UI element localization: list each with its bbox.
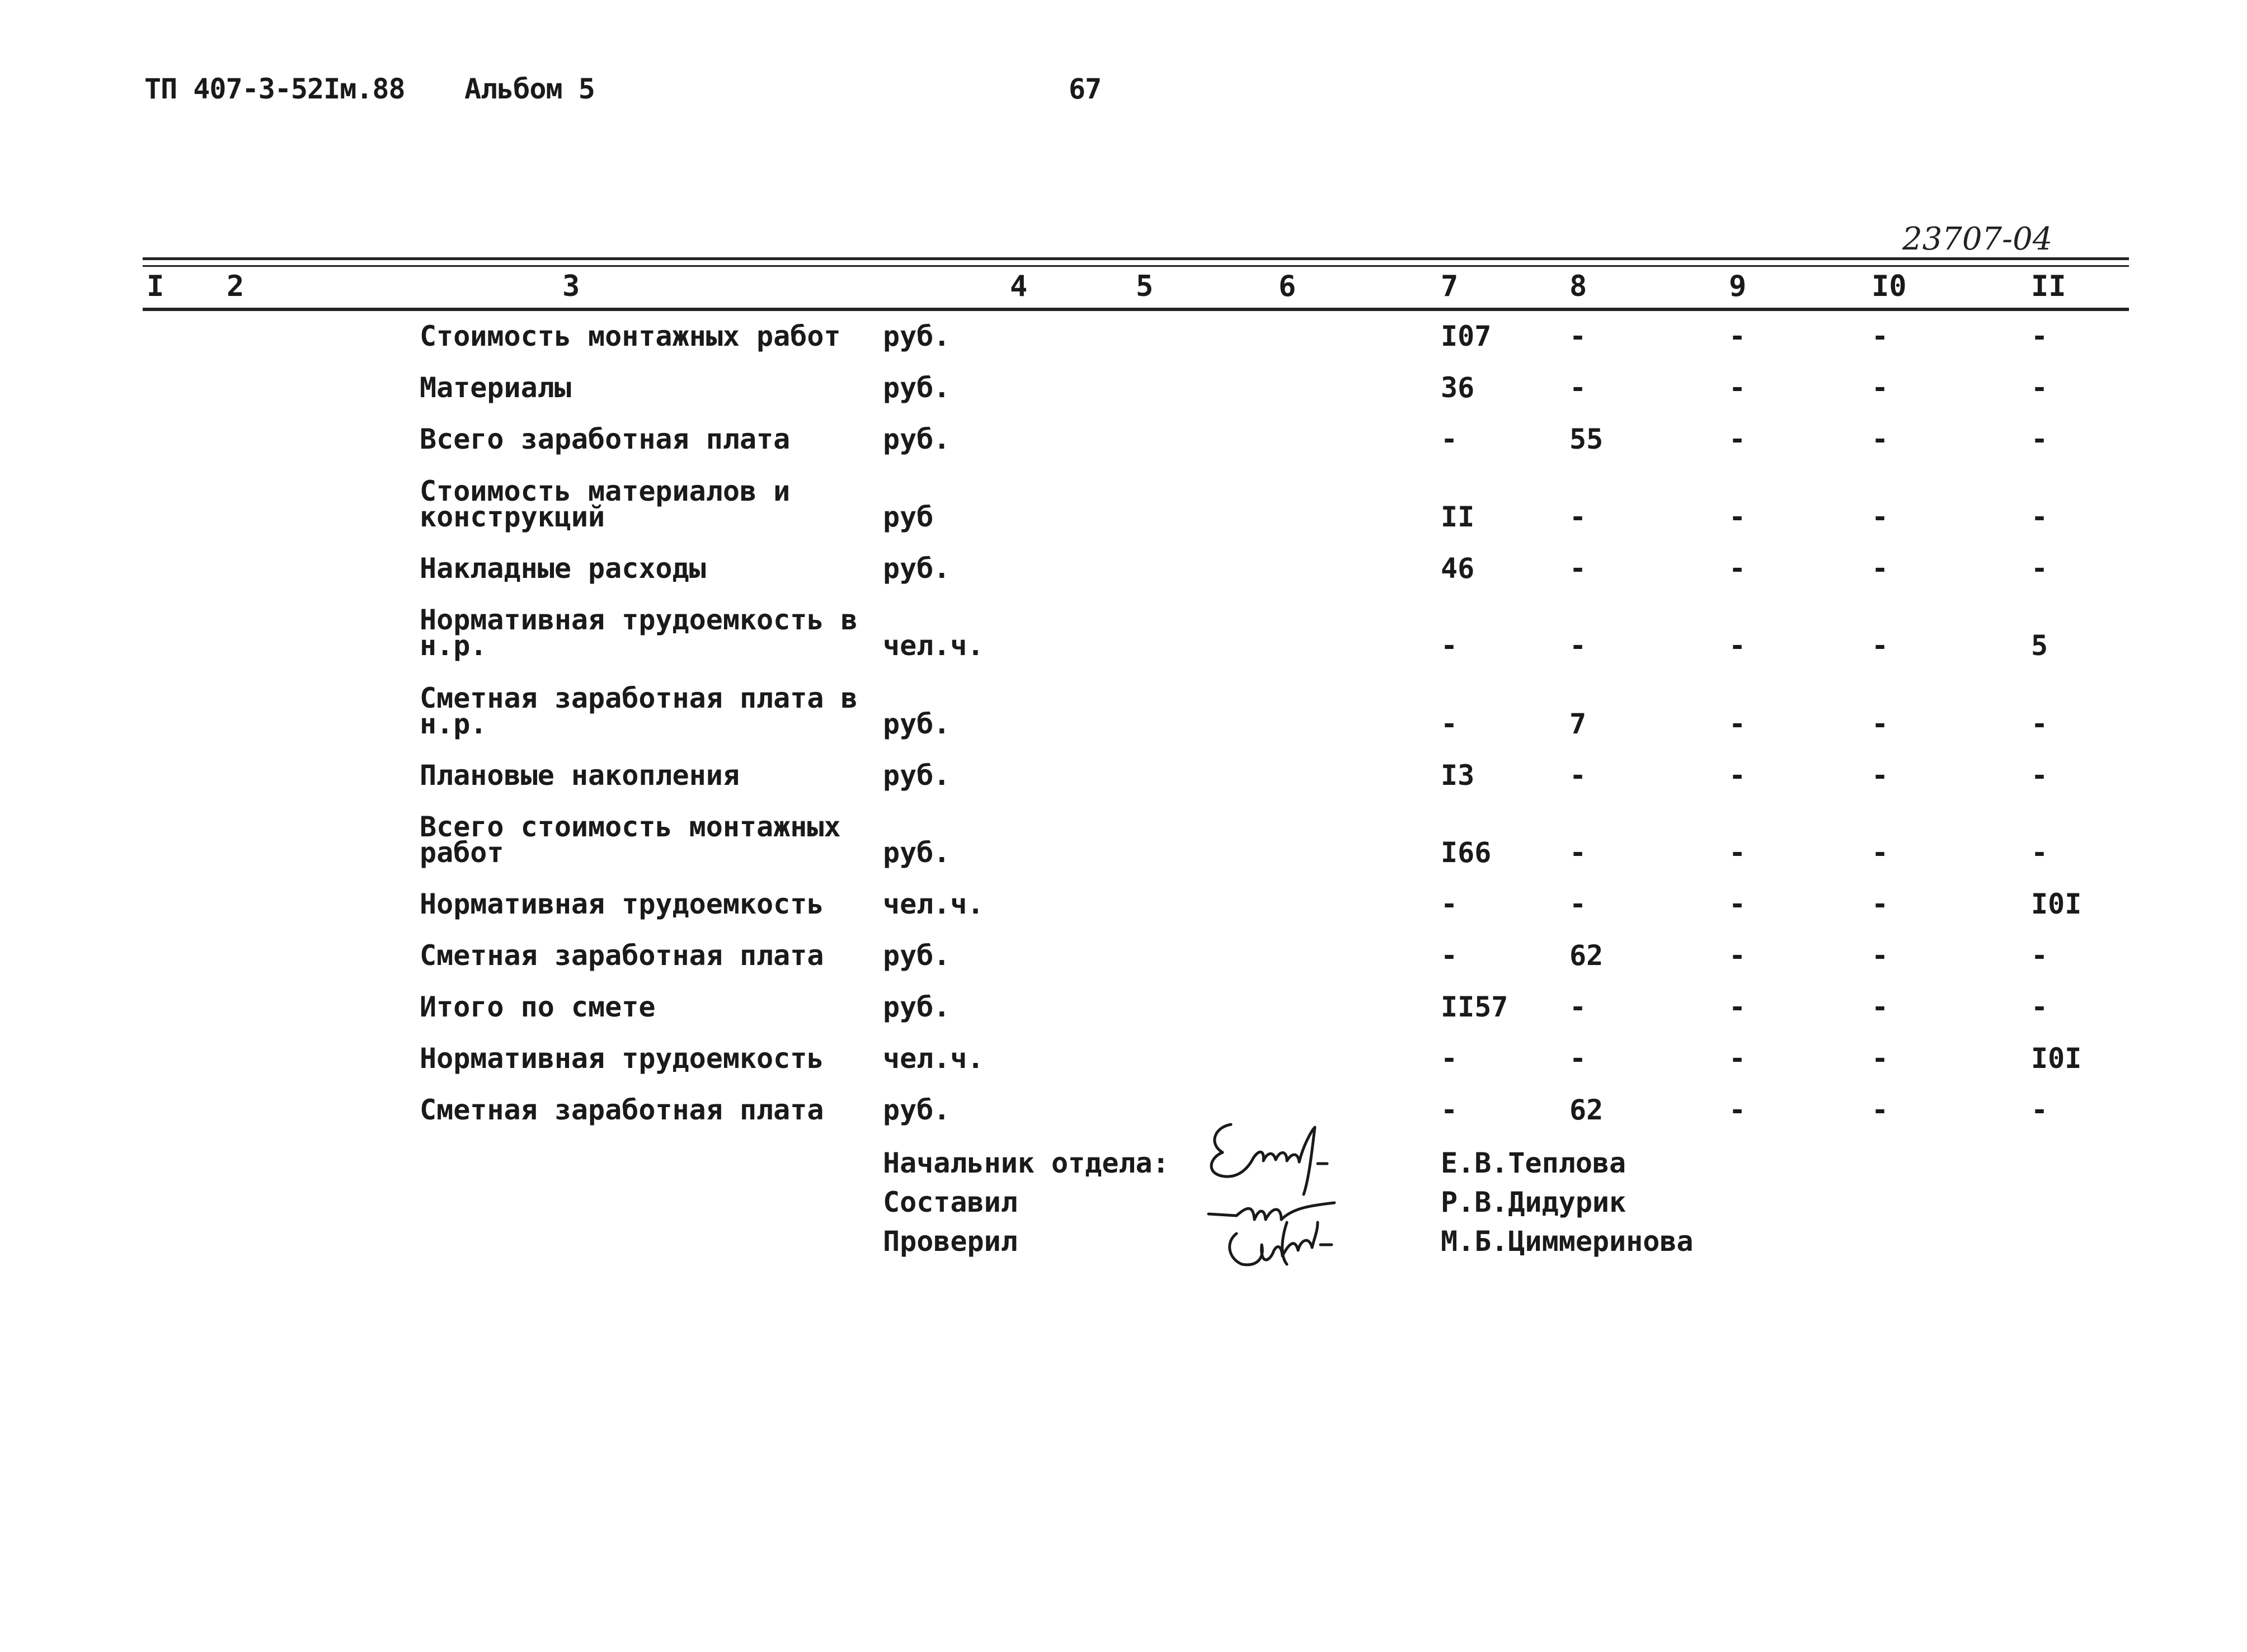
row-col8: 62 xyxy=(1569,1094,1604,1126)
row-col9: - xyxy=(1729,371,1746,404)
row-col9: - xyxy=(1729,1094,1746,1126)
table-header-rule xyxy=(143,308,2129,311)
row-col11: - xyxy=(2031,836,2048,869)
row-unit: чел.ч. xyxy=(883,629,984,662)
row-col11: - xyxy=(2031,939,2048,972)
row-col7: - xyxy=(1441,1094,1458,1126)
row-col10: - xyxy=(1872,371,1889,404)
row-col10: - xyxy=(1872,629,1889,662)
table-top-rule xyxy=(143,257,2129,260)
inventory-number: 23707-04 xyxy=(1902,221,2053,257)
row-col7: I66 xyxy=(1441,836,1492,869)
column-header-9: 9 xyxy=(1729,270,1747,303)
row-col8: 7 xyxy=(1569,708,1587,740)
row-col11: I0I xyxy=(2031,888,2082,920)
signature-role: Проверил xyxy=(883,1225,1018,1258)
row-name: Материалы xyxy=(420,371,571,404)
signature-name: Р.В.Дидурик xyxy=(1441,1186,1627,1218)
row-unit: руб. xyxy=(883,836,951,869)
row-col11: - xyxy=(2031,552,2048,585)
row-col8: - xyxy=(1569,552,1587,585)
row-col7: II57 xyxy=(1441,991,1508,1023)
row-col11: - xyxy=(2031,371,2048,404)
row-col11: - xyxy=(2031,320,2048,352)
row-col7: II xyxy=(1441,501,1475,533)
row-col11: I0I xyxy=(2031,1042,2082,1075)
row-col11: 5 xyxy=(2031,629,2048,662)
row-col9: - xyxy=(1729,552,1746,585)
row-col7: 36 xyxy=(1441,371,1475,404)
row-col9: - xyxy=(1729,629,1746,662)
signature-name: Е.В.Теплова xyxy=(1441,1147,1627,1179)
row-col8: - xyxy=(1569,320,1587,352)
row-col8: - xyxy=(1569,371,1587,404)
column-header-1: I xyxy=(147,270,164,303)
handwritten-signatures xyxy=(1197,1110,1388,1289)
row-col10: - xyxy=(1872,836,1889,869)
row-col10: - xyxy=(1872,423,1889,455)
row-col10: - xyxy=(1872,991,1889,1023)
row-col11: - xyxy=(2031,708,2048,740)
column-header-11: II xyxy=(2031,270,2066,303)
document-code: ТП 407-3-52Iм.88 xyxy=(144,73,405,105)
row-name: Накладные расходы xyxy=(420,552,706,585)
column-header-8: 8 xyxy=(1569,270,1587,303)
row-name: Сметная заработная плата xyxy=(420,939,824,972)
row-col9: - xyxy=(1729,423,1746,455)
row-col7: 46 xyxy=(1441,552,1475,585)
row-col10: - xyxy=(1872,1094,1889,1126)
row-col9: - xyxy=(1729,991,1746,1023)
row-unit: руб. xyxy=(883,423,951,455)
row-name: Стоимость монтажных работ xyxy=(420,320,841,352)
row-col8: - xyxy=(1569,836,1587,869)
row-col10: - xyxy=(1872,552,1889,585)
album-label: Альбом 5 xyxy=(464,73,595,105)
row-unit: чел.ч. xyxy=(883,888,984,920)
row-col10: - xyxy=(1872,1042,1889,1075)
row-name: Сметная заработная плата xyxy=(420,1094,824,1126)
row-col10: - xyxy=(1872,501,1889,533)
row-col9: - xyxy=(1729,501,1746,533)
row-col7: - xyxy=(1441,629,1458,662)
row-name: Всего стоимость монтажных работ xyxy=(420,811,841,869)
row-col7: - xyxy=(1441,888,1458,920)
column-header-3: 3 xyxy=(562,270,580,303)
row-col7: I3 xyxy=(1441,759,1475,792)
row-name: Нормативная трудоемкость в н.р. xyxy=(420,604,858,662)
row-col7: - xyxy=(1441,1042,1458,1075)
row-unit: руб. xyxy=(883,759,951,792)
row-col11: - xyxy=(2031,991,2048,1023)
table-top-rule-thin xyxy=(143,265,2129,267)
row-col11: - xyxy=(2031,759,2048,792)
row-unit: руб. xyxy=(883,371,951,404)
row-col10: - xyxy=(1872,708,1889,740)
row-col9: - xyxy=(1729,759,1746,792)
page-number: 67 xyxy=(1069,73,1102,105)
row-col8: - xyxy=(1569,629,1587,662)
column-header-6: 6 xyxy=(1278,270,1296,303)
row-name: Сметная заработная плата в н.р. xyxy=(420,682,858,740)
row-col9: - xyxy=(1729,708,1746,740)
signature-role: Начальник отдела: xyxy=(883,1147,1169,1179)
column-header-5: 5 xyxy=(1136,270,1154,303)
row-col9: - xyxy=(1729,888,1746,920)
row-unit: чел.ч. xyxy=(883,1042,984,1075)
row-unit: руб. xyxy=(883,991,951,1023)
row-col7: - xyxy=(1441,708,1458,740)
row-col11: - xyxy=(2031,1094,2048,1126)
row-unit: руб. xyxy=(883,552,951,585)
row-col8: 55 xyxy=(1569,423,1604,455)
signature-role: Составил xyxy=(883,1186,1018,1218)
row-unit: руб xyxy=(883,501,934,533)
row-unit: руб. xyxy=(883,1094,951,1126)
column-header-2: 2 xyxy=(227,270,245,303)
row-unit: руб. xyxy=(883,320,951,352)
row-name: Нормативная трудоемкость xyxy=(420,1042,824,1075)
row-name: Всего заработная плата xyxy=(420,423,791,455)
row-col8: - xyxy=(1569,991,1587,1023)
row-col10: - xyxy=(1872,888,1889,920)
row-col7: - xyxy=(1441,939,1458,972)
row-col10: - xyxy=(1872,939,1889,972)
signature-name: М.Б.Циммеринова xyxy=(1441,1225,1694,1258)
row-col10: - xyxy=(1872,320,1889,352)
row-col11: - xyxy=(2031,423,2048,455)
row-col10: - xyxy=(1872,759,1889,792)
column-header-4: 4 xyxy=(1010,270,1028,303)
row-col8: 62 xyxy=(1569,939,1604,972)
row-name: Плановые накопления xyxy=(420,759,740,792)
row-col7: I07 xyxy=(1441,320,1492,352)
row-col8: - xyxy=(1569,888,1587,920)
row-name: Нормативная трудоемкость xyxy=(420,888,824,920)
row-name: Итого по смете xyxy=(420,991,656,1023)
row-unit: руб. xyxy=(883,708,951,740)
row-col11: - xyxy=(2031,501,2048,533)
row-col7: - xyxy=(1441,423,1458,455)
row-name: Стоимость материалов и конструкций xyxy=(420,475,791,533)
row-col8: - xyxy=(1569,501,1587,533)
row-col9: - xyxy=(1729,939,1746,972)
row-col8: - xyxy=(1569,1042,1587,1075)
column-header-7: 7 xyxy=(1441,270,1459,303)
row-col9: - xyxy=(1729,320,1746,352)
column-header-10: I0 xyxy=(1872,270,1907,303)
row-col9: - xyxy=(1729,836,1746,869)
row-unit: руб. xyxy=(883,939,951,972)
row-col9: - xyxy=(1729,1042,1746,1075)
row-col8: - xyxy=(1569,759,1587,792)
